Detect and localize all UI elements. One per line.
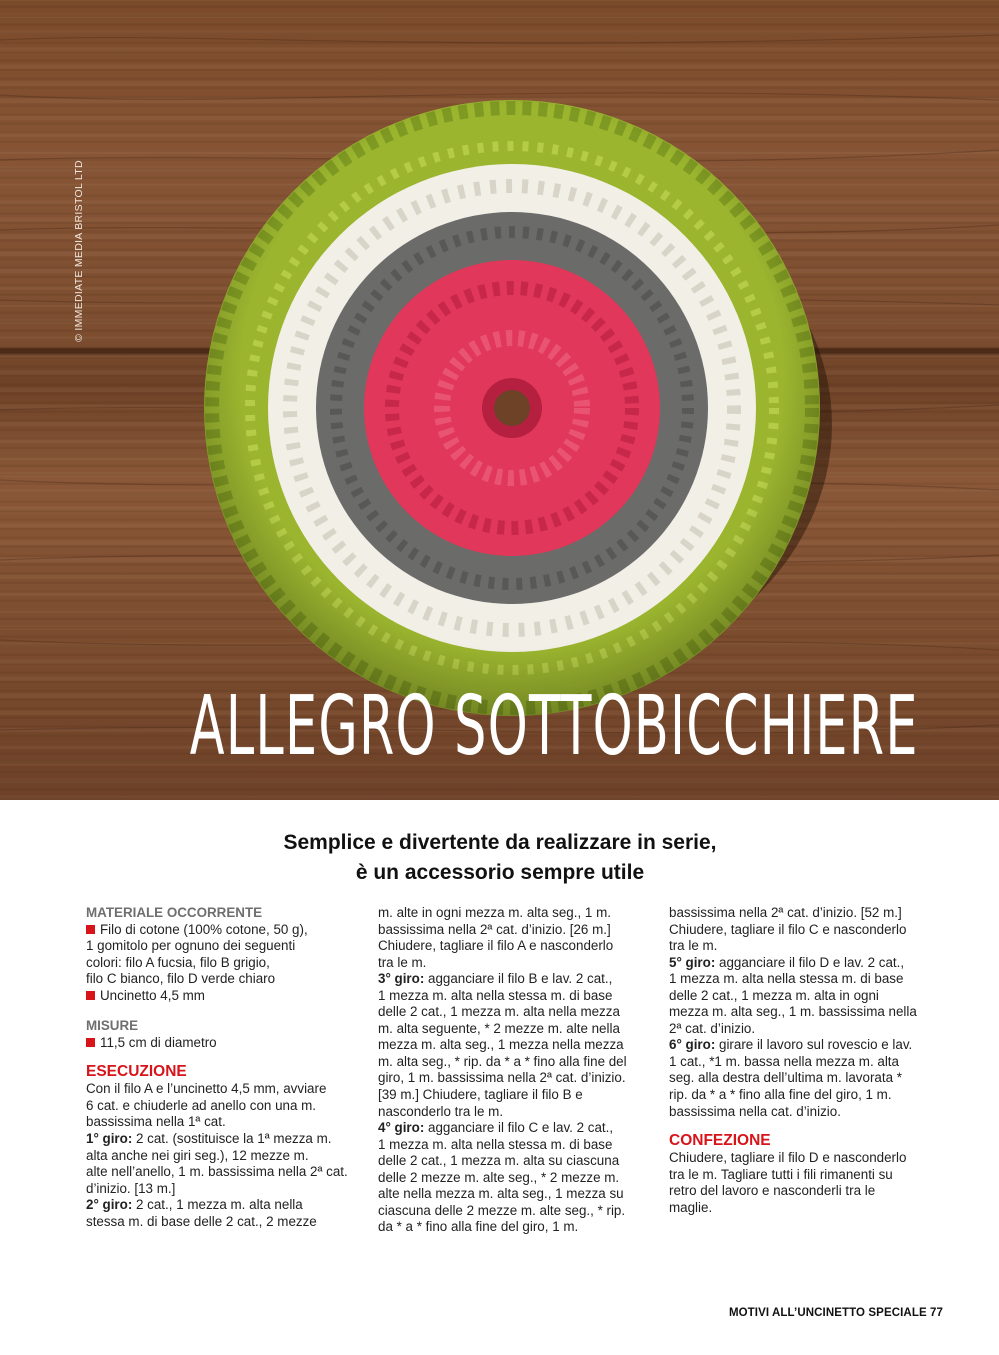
misure-heading: MISURE <box>86 1018 139 1034</box>
confezione-heading: CONFEZIONE <box>669 1132 771 1150</box>
giro-5: 5° giro: agganciare il filo D e lav. 2 cat., 1 mezza m. alta nella stessa m. di base delle 2 cat., 1 mezza m. alta in ogni mezza m. alta seg., 1 m. bassissima nella 2ª cat. d’inizio. <box>669 954 917 1036</box>
column-1 <box>86 905 364 1230</box>
bullet-icon <box>86 1038 95 1047</box>
page-title: ALLEGRO SOTTOBICCHIERE <box>189 679 919 774</box>
giro-6: 6° giro: girare il lavoro sul rovescio e lav. 1 cat., *1 m. bassa nella mezza m. alta seg. alla destra dell’ultima m. lavorata * rip. da * a * fino alla fine del giro, 1 m. bassissima nella cat. d’inizio. <box>669 1037 913 1119</box>
subtitle-line-2: è un accessorio sempre utile <box>355 861 645 884</box>
column-2 <box>378 905 658 1236</box>
giro-2: 2° giro: 2 cat., 1 mezza m. alta nella stessa m. di base delle 2 cat., 2 mezze <box>86 1197 317 1229</box>
giro-3: 3° giro: agganciare il filo B e lav. 2 cat., 1 mezza m. alta nella stessa m. di base delle 2 cat., 1 mezza m. alta nella mezza m. alta seguente, * 2 mezze m. alte nella mezza m. alta seg., 1 mezza nella mezza m. alta seg., * rip. da * a * fino alla fine del giro, 1 m. bassissima nella 2ª cat. d’inizio. [39 m.] Chiudere, tagliare il filo B e nasconderlo tra le m. <box>378 971 627 1119</box>
coaster-shading <box>204 100 820 716</box>
materiale-heading: MATERIALE OCCORRENTE <box>86 905 263 920</box>
materiale-item-1: Filo di cotone (100% cotone, 50 g), 1 gomitolo per ognuno dei seguenti colori: filo A fucsia, filo B grigio, filo C bianco, filo D verde chiaro <box>86 921 308 987</box>
materiale-item-2: Uncinetto 4,5 mm <box>86 988 364 1005</box>
giro-2-continued: m. alte in ogni mezza m. alta seg., 1 m. bassissima nella 2ª cat. d’inizio. [26 m.] Chiudere, tagliare il filo A e nasconderlo tra le m. <box>378 905 614 970</box>
esecuzione-heading: ESECUZIONE <box>86 1063 187 1081</box>
subtitle-line-1: Semplice e divertente da realizzare in serie, <box>283 831 717 854</box>
giro-4: 4° giro: agganciare il filo C e lav. 2 cat., 1 mezza m. alta nella stessa m. di base delle 2 cat., 1 mezza m. alta su ciascuna delle 2 mezze m. alte seg., * 2 mezze m. alte nella mezza m. alta seg., 1 mezza su ciascuna delle 2 mezze m. alte seg., * rip. da * a * fino alla fine del giro, 1 m. <box>378 1120 626 1235</box>
bullet-icon <box>86 925 95 934</box>
column-3 <box>669 905 949 1216</box>
giro-4-continued: bassissima nella 2ª cat. d’inizio. [52 m.] Chiudere, tagliare il filo C e nasconderlo tra le m. <box>669 905 907 954</box>
subtitle <box>140 828 860 888</box>
esecuzione-intro: Con il filo A e l’uncinetto 4,5 mm, avviare 6 cat. e chiuderle ad anello con una m. bassissima nella 1ª cat. <box>86 1081 327 1130</box>
bullet-icon <box>86 991 95 1000</box>
misure-item-1: 11,5 cm di diametro <box>86 1035 364 1052</box>
confezione-text: Chiudere, tagliare il filo D e nasconderlo tra le m. Tagliare tutti i fili rimanenti su retro del lavoro e nasconderli tra le maglie. <box>669 1150 907 1215</box>
giro-1: 1° giro: 2 cat. (sostituisce la 1ª mezza m. alta anche nei giri seg.), 12 mezze m. alte nell’anello, 1 m. bassissima nella 2ª cat. d’inizio. [13 m.] <box>86 1131 348 1196</box>
page-footer: MOTIVI ALL’UNCINETTO SPECIALE 77 <box>728 1307 943 1319</box>
photo-credit: © IMMEDIATE MEDIA BRISTOL LTD <box>73 160 85 342</box>
